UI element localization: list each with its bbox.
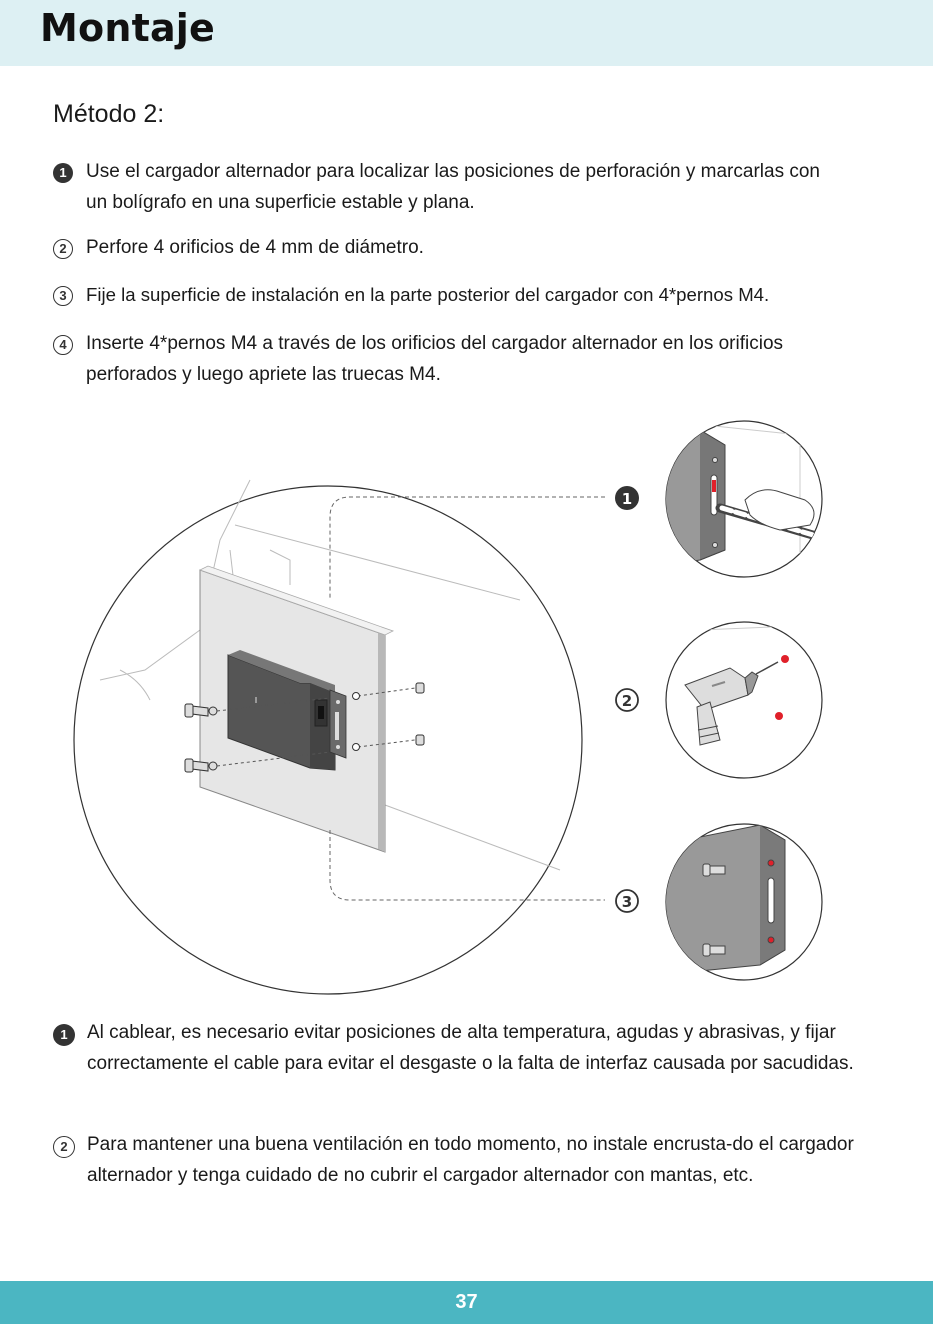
detail-marking-circle: [640, 421, 830, 580]
step-2: [53, 232, 923, 263]
step-number-2: 2: [53, 239, 73, 259]
detail-bolting-circle: [660, 824, 822, 980]
callout-2: [616, 689, 638, 711]
step-text-3: Fije la superficie de instalación en la parte posterior del cargador con 4*pernos M4.: [86, 284, 770, 305]
note-2: [53, 1129, 913, 1191]
note-text-2: Para mantener una buena ventilación en todo momento, no instale encrusta-do el cargador alternador y tenga cuidado de no cubrir el cargador alternador con mantas, etc.: [87, 1134, 854, 1186]
callout-number-2: 2: [621, 692, 633, 710]
page-number: 37: [455, 1291, 478, 1313]
step-text-1: Use el cargador alternador para localizar las posiciones de perforación y marcarlas con un bolígrafo en una superficie estable y plana.: [86, 161, 820, 213]
callout-number-1: 1: [621, 490, 633, 508]
callout-number-3: 3: [621, 893, 633, 911]
step-text-2: Perfore 4 orificios de 4 mm de diámetro.: [86, 237, 424, 258]
page-title: Montaje: [40, 6, 215, 50]
note-number-1: 1: [53, 1024, 75, 1046]
drill-mark-bottom: [775, 712, 783, 720]
detail-drilling-circle: [666, 622, 822, 778]
step-number-4: 4: [53, 335, 73, 355]
step-4: [53, 328, 923, 390]
step-1: [53, 156, 923, 218]
method-title: Método 2:: [53, 100, 165, 128]
note-text-1: Al cablear, es necesario evitar posiciones de alta temperatura, agudas y abrasivas, y fijar correctamente el cable para evitar el desgaste o la falta de interfaz causada por sacudidas.: [87, 1022, 854, 1074]
step-3: [53, 279, 923, 310]
page-header: [0, 0, 933, 66]
step-text-4: Inserte 4*pernos M4 a través de los orificios del cargador alternador en los orificios perforados y luego apriete las truecas M4.: [86, 333, 784, 385]
step-number-3: 3: [53, 286, 73, 306]
callout-3: [616, 890, 638, 912]
mounting-illustration: [0, 400, 933, 1000]
note-1: [53, 1017, 913, 1079]
page-footer: [0, 1281, 933, 1324]
note-number-2: 2: [53, 1136, 75, 1158]
step-number-1: 1: [53, 163, 73, 183]
drill-mark-top: [781, 655, 789, 663]
callout-1: [615, 486, 639, 510]
